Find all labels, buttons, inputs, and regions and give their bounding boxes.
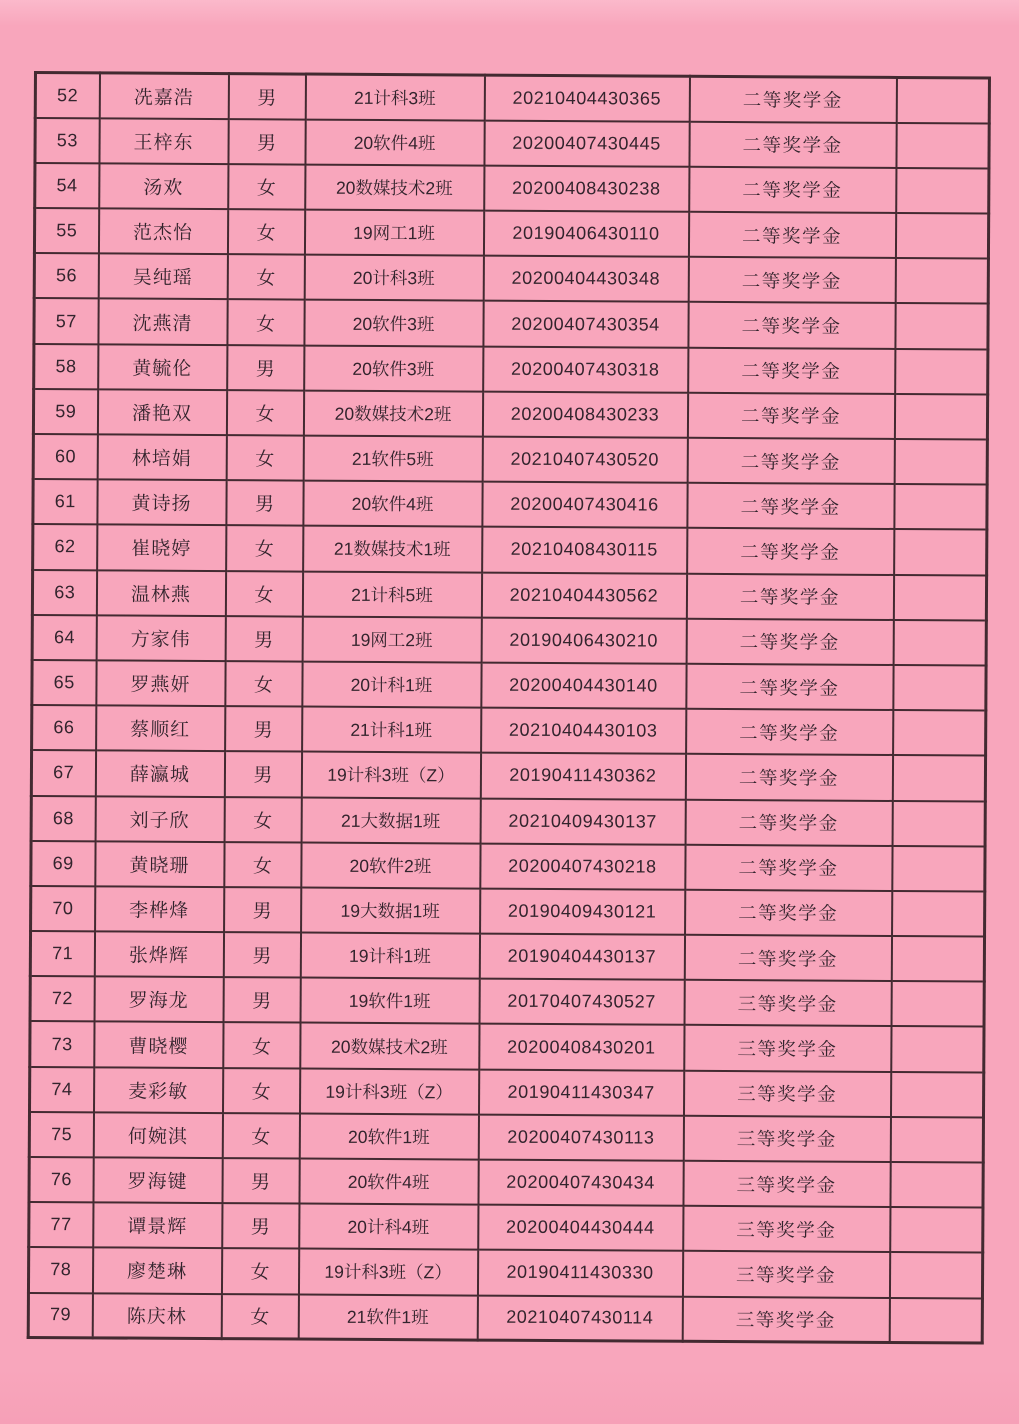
award-cell: 二等奖学金	[689, 167, 896, 213]
student-id-cell: 20190411430330	[477, 1250, 682, 1296]
row-number-cell: 62	[33, 524, 97, 570]
award-cell: 二等奖学金	[685, 799, 892, 845]
gender-cell: 女	[227, 209, 304, 255]
student-name-cell: 罗海龙	[94, 977, 223, 1023]
gender-cell: 女	[221, 1248, 298, 1294]
empty-cell	[893, 620, 986, 666]
award-cell: 二等奖学金	[687, 393, 894, 439]
student-id-cell: 20200408430238	[484, 165, 689, 211]
gender-cell: 男	[222, 1158, 299, 1204]
table-row	[30, 1067, 984, 1118]
class-cell: 20软件4班	[305, 119, 484, 165]
table-row	[35, 73, 989, 124]
table-row	[35, 118, 989, 169]
award-cell: 三等奖学金	[682, 1296, 889, 1342]
student-id-cell: 20190404430137	[479, 934, 684, 980]
award-cell: 二等奖学金	[687, 528, 894, 574]
table-row	[33, 524, 987, 575]
student-name-cell: 林培娟	[97, 434, 226, 480]
class-cell: 20数媒技术2班	[300, 1023, 479, 1069]
empty-cell	[892, 891, 985, 937]
student-name-cell: 麦彩敏	[94, 1067, 223, 1113]
student-id-cell: 20210407430520	[482, 437, 687, 483]
student-id-cell: 20170407430527	[479, 979, 684, 1025]
gender-cell: 女	[224, 797, 301, 843]
row-number-cell: 61	[33, 479, 97, 525]
gender-cell: 女	[222, 1113, 299, 1159]
class-cell: 20软件3班	[304, 300, 483, 346]
student-name-cell: 黄毓伦	[98, 344, 227, 390]
class-cell: 19网工1班	[304, 210, 483, 256]
student-id-cell: 20200404430140	[481, 663, 686, 709]
gender-cell: 男	[226, 480, 303, 526]
student-name-cell: 黄晓珊	[95, 841, 224, 887]
gender-cell: 男	[223, 932, 300, 978]
class-cell: 21计科1班	[302, 707, 481, 753]
award-cell: 二等奖学金	[685, 754, 892, 800]
row-number-cell: 64	[32, 615, 96, 661]
empty-cell	[895, 213, 988, 259]
table-row	[33, 434, 987, 485]
empty-cell	[890, 1162, 983, 1208]
student-name-cell: 潘艳双	[97, 389, 226, 435]
student-name-cell: 薛瀛城	[95, 751, 224, 797]
empty-cell	[891, 936, 984, 982]
empty-cell	[893, 575, 986, 621]
row-number-cell: 69	[31, 841, 95, 887]
class-cell: 21计科3班	[305, 74, 484, 120]
row-number-cell: 79	[28, 1293, 92, 1339]
student-name-cell: 何婉淇	[93, 1112, 222, 1158]
student-name-cell: 黄诗扬	[97, 480, 226, 526]
award-cell: 二等奖学金	[685, 844, 892, 890]
award-cell: 三等奖学金	[683, 1206, 890, 1252]
class-cell: 20数媒技术2班	[303, 390, 482, 436]
table-row	[30, 1021, 984, 1072]
table-row	[34, 208, 988, 259]
empty-cell	[896, 123, 989, 169]
award-cell: 三等奖学金	[682, 1251, 889, 1297]
empty-cell	[890, 1072, 983, 1118]
student-id-cell: 20210404430562	[481, 572, 686, 618]
student-name-cell: 曹晓樱	[94, 1022, 223, 1068]
row-number-cell: 53	[35, 118, 99, 164]
gender-cell: 女	[225, 571, 302, 617]
gender-cell: 男	[224, 887, 301, 933]
student-id-cell: 20210404430103	[481, 708, 686, 754]
gender-cell: 女	[223, 1023, 300, 1069]
class-cell: 20软件3班	[304, 345, 483, 391]
table-row	[29, 1157, 983, 1208]
award-cell: 二等奖学金	[685, 890, 892, 936]
student-id-cell: 20200408430233	[482, 391, 687, 437]
student-name-cell: 方家伟	[96, 615, 225, 661]
gender-cell: 女	[225, 661, 302, 707]
class-cell: 20计科3班	[304, 255, 483, 301]
empty-cell	[890, 1207, 983, 1253]
scholarship-table-sheet	[27, 71, 991, 1345]
student-name-cell: 陈庆林	[92, 1293, 221, 1339]
award-cell: 二等奖学金	[689, 76, 896, 122]
empty-cell	[894, 484, 987, 530]
class-cell: 19大数据1班	[301, 887, 480, 933]
award-cell: 二等奖学金	[688, 302, 895, 348]
row-number-cell: 65	[32, 660, 96, 706]
award-cell: 二等奖学金	[686, 664, 893, 710]
student-id-cell: 20210407430114	[477, 1295, 682, 1341]
empty-cell	[892, 755, 985, 801]
table-row	[33, 479, 987, 530]
class-cell: 20计科4班	[299, 1204, 478, 1250]
student-name-cell: 蔡顺红	[96, 705, 225, 751]
class-cell: 21大数据1班	[301, 797, 480, 843]
student-name-cell: 罗海键	[93, 1157, 222, 1203]
student-id-cell: 20200404430348	[483, 256, 688, 302]
row-number-cell: 67	[31, 750, 95, 796]
gender-cell: 男	[223, 977, 300, 1023]
scholarship-table	[27, 71, 991, 1345]
table-row	[30, 976, 984, 1027]
table-row	[29, 1202, 983, 1253]
student-id-cell: 20210409430137	[480, 798, 685, 844]
table-row	[34, 344, 988, 395]
gender-cell: 女	[224, 842, 301, 888]
empty-cell	[893, 710, 986, 756]
row-number-cell: 73	[30, 1021, 94, 1067]
class-cell: 20计科1班	[302, 661, 481, 707]
award-cell: 三等奖学金	[684, 980, 891, 1026]
empty-cell	[889, 1298, 982, 1344]
award-cell: 三等奖学金	[684, 1025, 891, 1071]
student-id-cell: 20200407430113	[478, 1114, 683, 1160]
student-name-cell: 范杰怡	[98, 208, 227, 254]
row-number-cell: 75	[29, 1112, 93, 1158]
class-cell: 20软件1班	[299, 1113, 478, 1159]
award-cell: 三等奖学金	[683, 1116, 890, 1162]
class-cell: 19计科3班（Z）	[300, 1068, 479, 1114]
row-number-cell: 63	[32, 570, 96, 616]
table-row	[31, 750, 985, 801]
award-cell: 二等奖学金	[684, 935, 891, 981]
class-cell: 19计科3班（Z）	[301, 752, 480, 798]
table-row	[32, 615, 986, 666]
award-cell: 二等奖学金	[686, 619, 893, 665]
empty-cell	[895, 349, 988, 395]
table-row	[30, 931, 984, 982]
class-cell: 19软件1班	[300, 978, 479, 1024]
student-id-cell: 20200407430354	[483, 301, 688, 347]
student-name-cell: 廖楚琳	[92, 1248, 221, 1294]
row-number-cell: 58	[34, 344, 98, 390]
empty-cell	[892, 800, 985, 846]
table-row	[31, 841, 985, 892]
table-row	[31, 886, 985, 937]
student-id-cell: 20200407430318	[483, 346, 688, 392]
empty-cell	[891, 1026, 984, 1072]
class-cell: 21软件1班	[298, 1294, 477, 1340]
student-id-cell: 20200408430201	[479, 1024, 684, 1070]
student-name-cell: 谭景辉	[93, 1203, 222, 1249]
gender-cell: 女	[226, 525, 303, 571]
class-cell: 19计科1班	[300, 933, 479, 979]
gender-cell: 女	[227, 254, 304, 300]
table-row	[34, 298, 988, 349]
student-id-cell: 20200404430444	[478, 1205, 683, 1251]
award-cell: 二等奖学金	[688, 347, 895, 393]
row-number-cell: 55	[34, 208, 98, 254]
empty-cell	[889, 1252, 982, 1298]
table-row	[28, 1293, 982, 1344]
gender-cell: 男	[225, 706, 302, 752]
table-row	[28, 1247, 982, 1298]
row-number-cell: 60	[33, 434, 97, 480]
student-id-cell: 20210408430115	[482, 527, 687, 573]
student-id-cell: 20190409430121	[480, 888, 685, 934]
table-row	[33, 389, 987, 440]
empty-cell	[894, 439, 987, 485]
empty-cell	[896, 168, 989, 214]
table-row	[35, 163, 989, 214]
student-name-cell: 吴纯瑶	[98, 254, 227, 300]
empty-cell	[893, 665, 986, 711]
class-cell: 20软件2班	[301, 842, 480, 888]
table-row	[32, 705, 986, 756]
gender-cell: 男	[222, 1203, 299, 1249]
gender-cell: 男	[227, 345, 304, 391]
row-number-cell: 57	[34, 298, 98, 344]
row-number-cell: 74	[30, 1067, 94, 1113]
gender-cell: 女	[227, 300, 304, 346]
award-cell: 二等奖学金	[687, 483, 894, 529]
class-cell: 19网工2班	[302, 616, 481, 662]
row-number-cell: 66	[32, 705, 96, 751]
row-number-cell: 72	[30, 976, 94, 1022]
student-name-cell: 汤欢	[99, 163, 228, 209]
award-cell: 三等奖学金	[683, 1161, 890, 1207]
gender-cell: 男	[228, 74, 305, 120]
table-row	[34, 253, 988, 304]
empty-cell	[890, 1117, 983, 1163]
student-id-cell: 20190411430362	[480, 753, 685, 799]
gender-cell: 女	[228, 164, 305, 210]
award-cell: 二等奖学金	[686, 573, 893, 619]
gender-cell: 女	[221, 1294, 298, 1340]
student-name-cell: 崔晓婷	[97, 525, 226, 571]
table-row	[29, 1112, 983, 1163]
award-cell: 二等奖学金	[686, 709, 893, 755]
gender-cell: 男	[225, 616, 302, 662]
student-name-cell: 罗燕妍	[96, 660, 225, 706]
award-cell: 二等奖学金	[687, 438, 894, 484]
gender-cell: 男	[228, 119, 305, 165]
student-id-cell: 20200407430416	[482, 482, 687, 528]
table-row	[32, 660, 986, 711]
gender-cell: 女	[226, 435, 303, 481]
gender-cell: 男	[224, 751, 301, 797]
student-name-cell: 温林燕	[96, 570, 225, 616]
student-id-cell: 20200407430434	[478, 1160, 683, 1206]
student-id-cell: 20200407430445	[484, 120, 689, 166]
row-number-cell: 71	[30, 931, 94, 977]
student-name-cell: 刘子欣	[95, 796, 224, 842]
row-number-cell: 54	[35, 163, 99, 209]
student-name-cell: 张烨辉	[94, 931, 223, 977]
gender-cell: 女	[223, 1068, 300, 1114]
row-number-cell: 76	[29, 1157, 93, 1203]
student-name-cell: 王梓东	[99, 118, 228, 164]
row-number-cell: 52	[35, 73, 99, 119]
award-cell: 二等奖学金	[688, 212, 895, 258]
empty-cell	[891, 981, 984, 1027]
class-cell: 20软件4班	[303, 481, 482, 527]
empty-cell	[895, 303, 988, 349]
student-id-cell: 20190406430110	[483, 211, 688, 257]
empty-cell	[894, 394, 987, 440]
class-cell: 19计科3班（Z）	[298, 1249, 477, 1295]
class-cell: 21软件5班	[303, 436, 482, 482]
student-id-cell: 20200407430218	[480, 843, 685, 889]
award-cell: 三等奖学金	[683, 1070, 890, 1116]
student-id-cell: 20190411430347	[478, 1069, 683, 1115]
student-name-cell: 沈燕清	[98, 299, 227, 345]
student-id-cell: 20210404430365	[484, 75, 689, 121]
student-id-cell: 20190406430210	[481, 617, 686, 663]
row-number-cell: 68	[31, 795, 95, 841]
award-cell: 二等奖学金	[688, 257, 895, 303]
empty-cell	[895, 258, 988, 304]
student-name-cell: 冼嘉浩	[99, 73, 228, 119]
student-name-cell: 李桦烽	[95, 886, 224, 932]
scholarship-table-body	[28, 73, 989, 1344]
row-number-cell: 77	[29, 1202, 93, 1248]
award-cell: 二等奖学金	[689, 121, 896, 167]
gender-cell: 女	[226, 390, 303, 436]
table-row	[31, 795, 985, 846]
row-number-cell: 56	[34, 253, 98, 299]
table-row	[32, 570, 986, 621]
class-cell: 21计科5班	[302, 571, 481, 617]
row-number-cell: 70	[31, 886, 95, 932]
empty-cell	[896, 77, 989, 123]
class-cell: 20软件4班	[299, 1159, 478, 1205]
empty-cell	[892, 846, 985, 892]
row-number-cell: 59	[33, 389, 97, 435]
class-cell: 21数媒技术1班	[303, 526, 482, 572]
empty-cell	[894, 529, 987, 575]
row-number-cell: 78	[28, 1247, 92, 1293]
class-cell: 20数媒技术2班	[305, 164, 484, 210]
